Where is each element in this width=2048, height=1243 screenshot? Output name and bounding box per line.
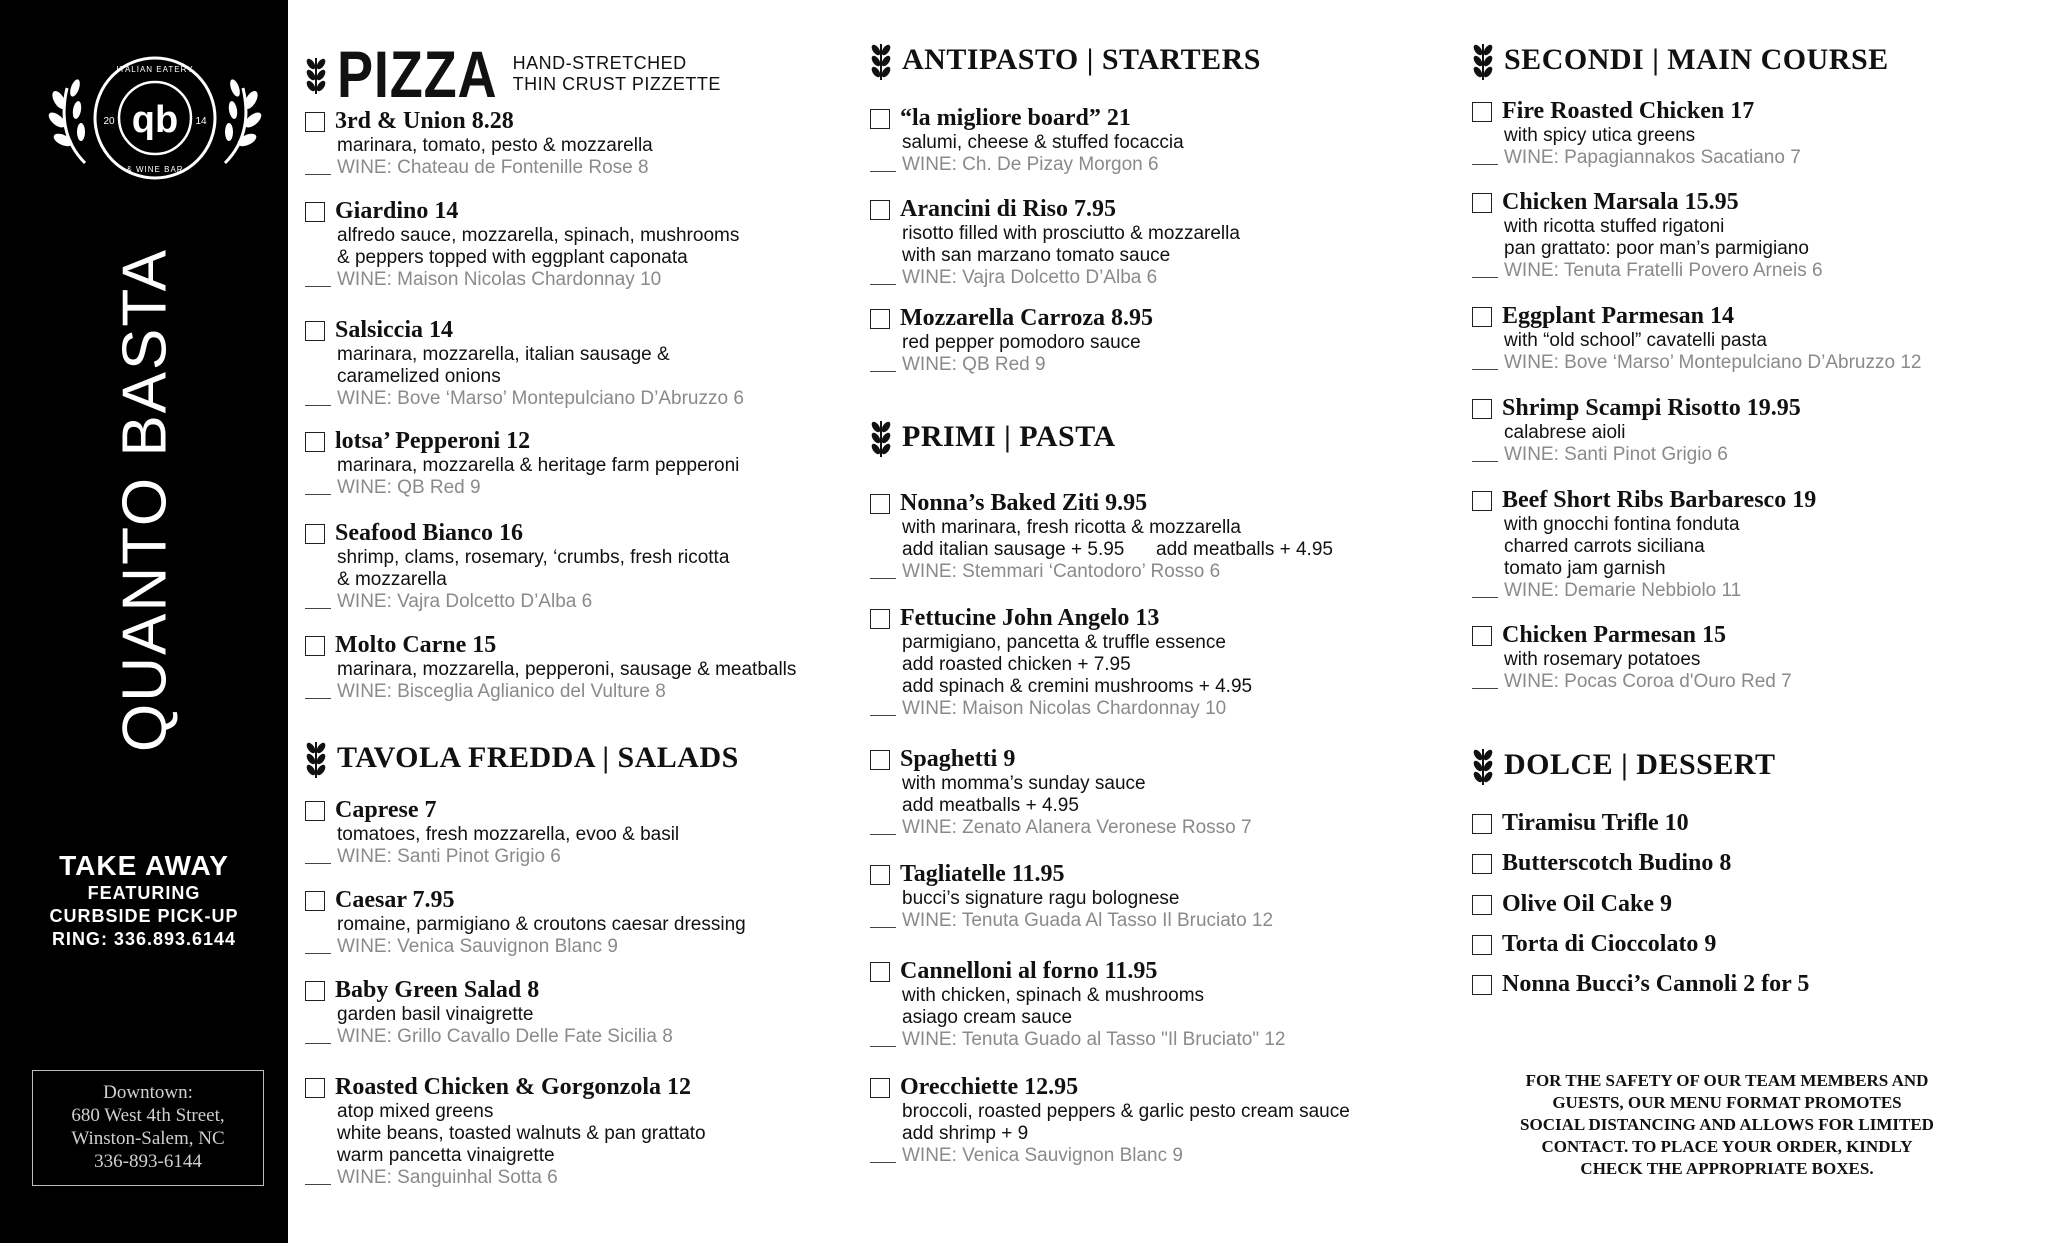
antipasto-header	[870, 40, 1261, 80]
menu-item-description: add shrimp + 9	[902, 1123, 1029, 1144]
menu-item-description: romaine, parmigiano & croutons caesar dressing	[337, 914, 746, 935]
menu-item-description: with “old school” cavatelli pasta	[1504, 330, 1767, 351]
menu-item-description: with momma’s sunday sauce	[902, 773, 1146, 794]
wine-pairing	[1472, 352, 2042, 374]
order-checkbox[interactable]	[870, 109, 890, 129]
order-checkbox[interactable]	[305, 524, 325, 544]
wine-pairing	[305, 591, 875, 613]
menu-item	[1472, 98, 2042, 169]
menu-item	[1472, 971, 2042, 998]
brand-name: QUANTO BASTA	[110, 247, 180, 753]
menu-item	[305, 632, 875, 703]
menu-item-description: calabrese aioli	[1504, 422, 1626, 443]
wine-order-line[interactable]	[305, 953, 331, 954]
wine-order-line[interactable]	[305, 698, 331, 699]
wine-pairing	[305, 681, 875, 703]
menu-item-name: Tagliatelle 11.95	[900, 861, 1065, 887]
menu-item-header	[870, 196, 1455, 223]
menu-item-description: broccoli, roasted peppers & garlic pesto cream sauce	[902, 1101, 1350, 1122]
wine-order-line[interactable]	[1472, 597, 1498, 598]
menu-item-description: warm pancetta vinaigrette	[337, 1145, 555, 1166]
menu-item	[1472, 810, 2042, 837]
wine-pairing-text: WINE: Bove ‘Marso’ Montepulciano D’Abruzzo 12	[1504, 352, 1922, 373]
menu-item-description: atop mixed greens	[337, 1101, 494, 1122]
wine-pairing	[305, 846, 875, 868]
right-laurel-icon	[225, 78, 264, 163]
menu-item-header	[1472, 891, 2042, 918]
order-checkbox[interactable]	[305, 891, 325, 911]
menu-item	[1472, 487, 2042, 602]
order-checkbox[interactable]	[305, 432, 325, 452]
menu-item-header	[1472, 971, 2042, 998]
wine-order-line[interactable]	[1472, 688, 1498, 689]
order-checkbox[interactable]	[870, 962, 890, 982]
menu-item-header	[305, 428, 875, 455]
secondi-header	[1472, 40, 1889, 80]
menu-item-name: Seafood Bianco 16	[335, 520, 524, 546]
menu-item	[305, 887, 875, 958]
menu-item	[1472, 303, 2042, 374]
wine-pairing	[305, 388, 875, 410]
menu-item-header	[305, 317, 875, 344]
order-checkbox[interactable]	[1472, 975, 1492, 995]
order-checkbox[interactable]	[1472, 307, 1492, 327]
menu-item-description: marinara, mozzarella & heritage farm pepperoni	[337, 455, 740, 476]
wine-pairing-text: WINE: QB Red 9	[337, 477, 481, 498]
sidebar-panel	[0, 0, 288, 1243]
wine-pairing-text: WINE: Tenuta Guada Al Tasso Il Bruciato 12	[902, 910, 1274, 931]
menu-item-name: 3rd & Union 8.28	[335, 108, 514, 134]
menu-item-header	[1472, 189, 2042, 216]
wine-pairing	[305, 157, 875, 179]
wine-order-line[interactable]	[870, 578, 896, 579]
menu-item-description: tomato jam garnish	[1504, 558, 1666, 579]
order-checkbox[interactable]	[870, 609, 890, 629]
wine-pairing-text: WINE: Chateau de Fontenille Rose 8	[337, 157, 649, 178]
menu-item-name: Beef Short Ribs Barbaresco 19	[1502, 487, 1817, 513]
order-checkbox[interactable]	[870, 309, 890, 329]
wine-pairing	[305, 269, 875, 291]
wine-pairing-text: WINE: Venica Sauvignon Blanc 9	[902, 1145, 1183, 1166]
order-checkbox[interactable]	[1472, 491, 1492, 511]
menu-item-name: Mozzarella Carroza 8.95	[900, 305, 1154, 331]
wine-pairing-text: WINE: Bisceglia Aglianico del Vulture 8	[337, 681, 666, 702]
menu-item	[1472, 931, 2042, 958]
menu-item-header	[305, 887, 875, 914]
menu-item-header	[870, 490, 1455, 517]
menu-item	[1472, 850, 2042, 877]
menu-item-name: Fettucine John Angelo 13	[900, 605, 1160, 631]
wine-pairing	[305, 1167, 875, 1189]
menu-item	[870, 605, 1455, 720]
pizza-subtitle: HAND-STRETCHED THIN CRUST PIZZETTE	[512, 53, 721, 94]
order-checkbox[interactable]	[1472, 854, 1492, 874]
menu-item	[1472, 189, 2042, 282]
menu-item	[305, 520, 875, 613]
menu-item-description: garden basil vinaigrette	[337, 1004, 534, 1025]
wine-pairing	[1472, 147, 2042, 169]
wine-pairing	[305, 477, 875, 499]
wine-pairing-text: WINE: Vajra Dolcetto D’Alba 6	[902, 267, 1158, 288]
menu-item	[870, 861, 1455, 932]
menu-item-description: add meatballs + 4.95	[902, 795, 1079, 816]
pizza-header	[305, 36, 721, 112]
wine-order-line[interactable]	[870, 1046, 896, 1047]
menu-item-header	[305, 520, 875, 547]
wine-pairing-text: WINE: Pocas Coroa d'Ouro Red 7	[1504, 671, 1792, 692]
menu-item-header	[305, 108, 875, 135]
menu-item	[1472, 395, 2042, 466]
section-title-dolce: DOLCE | DESSERT	[1504, 748, 1776, 781]
left-laurel-icon	[46, 78, 85, 163]
svg-text:20: 20	[103, 116, 115, 127]
wine-order-line[interactable]	[870, 284, 896, 285]
wine-pairing	[870, 910, 1455, 932]
wine-order-line[interactable]	[305, 174, 331, 175]
menu-item-description: & mozzarella	[337, 569, 447, 590]
wine-pairing-text: WINE: Grillo Cavallo Delle Fate Sicilia 8	[337, 1026, 673, 1047]
menu-item-header	[305, 198, 875, 225]
safety-notice: FOR THE SAFETY OF OUR TEAM MEMBERS AND GUESTS, OUR MENU FORMAT PROMOTES SOCIAL DISTANCING AND ALLOWS FOR LIMITED CONTACT. TO PLACE YOUR ORDER, KINDLY CHECK THE APPROPRIATE BOXES.	[1520, 1071, 1934, 1178]
menu-item-description: & peppers topped with eggplant caponata	[337, 247, 688, 268]
wine-order-line[interactable]	[305, 863, 331, 864]
menu-item-name: Eggplant Parmesan 14	[1502, 303, 1735, 329]
menu-item	[305, 1074, 875, 1189]
order-checkbox[interactable]	[305, 636, 325, 656]
menu-item	[870, 490, 1455, 583]
menu-item-name: Tiramisu Trifle 10	[1502, 810, 1689, 836]
menu-item-description: with marinara, fresh ricotta & mozzarella	[902, 517, 1241, 538]
menu-item-name: Nonna’s Baked Ziti 9.95	[900, 490, 1148, 516]
wine-pairing	[870, 354, 1455, 376]
order-checkbox[interactable]	[305, 801, 325, 821]
menu-item-header	[305, 632, 875, 659]
menu-item-name: Shrimp Scampi Risotto 19.95	[1502, 395, 1801, 421]
menu-item-name: Roasted Chicken & Gorgonzola 12	[335, 1074, 691, 1100]
wine-pairing-text: WINE: Tenuta Fratelli Povero Arneis 6	[1504, 260, 1823, 281]
order-checkbox[interactable]	[1472, 895, 1492, 915]
order-checkbox[interactable]	[305, 981, 325, 1001]
wine-order-line[interactable]	[1472, 164, 1498, 165]
menu-item-name: Butterscotch Budino 8	[1502, 850, 1732, 876]
menu-item-name: Baby Green Salad 8	[335, 977, 540, 1003]
menu-item-description: pan grattato: poor man’s parmigiano	[1504, 238, 1809, 259]
primi-header	[870, 417, 1116, 457]
order-checkbox[interactable]	[870, 865, 890, 885]
wine-pairing	[870, 561, 1455, 583]
wine-order-line[interactable]	[1472, 461, 1498, 462]
wine-pairing-text: WINE: Maison Nicolas Chardonnay 10	[902, 698, 1227, 719]
menu-item-description: with ricotta stuffed rigatoni	[1504, 216, 1725, 237]
address-box: Downtown: 680 West 4th Street, Winston-Salem, NC 336-893-6144	[32, 1070, 264, 1186]
wine-order-line[interactable]	[870, 371, 896, 372]
menu-item-description: add roasted chicken + 7.95	[902, 654, 1131, 675]
wine-order-line[interactable]	[305, 608, 331, 609]
menu-item-name: Fire Roasted Chicken 17	[1502, 98, 1755, 124]
menu-item	[870, 1074, 1455, 1167]
menu-item-name: Chicken Parmesan 15	[1502, 622, 1726, 648]
wine-pairing-text: WINE: Stemmari ‘Cantodoro’ Rosso 6	[902, 561, 1221, 582]
section-title-secondi: SECONDI | MAIN COURSE	[1504, 43, 1889, 76]
menu-item-description: bucci’s signature ragu bolognese	[902, 888, 1180, 909]
wine-order-line[interactable]	[870, 927, 896, 928]
menu-item-description: red pepper pomodoro sauce	[902, 332, 1141, 353]
menu-item-name: Caesar 7.95	[335, 887, 455, 913]
wine-pairing-text: WINE: Santi Pinot Grigio 6	[1504, 444, 1728, 465]
section-title-primi: PRIMI | PASTA	[902, 420, 1116, 453]
menu-item	[1472, 891, 2042, 918]
menu-item-description: with chicken, spinach & mushrooms	[902, 985, 1205, 1006]
menu-item-name: Orecchiette 12.95	[900, 1074, 1079, 1100]
menu-item	[870, 105, 1455, 176]
menu-item-description: white beans, toasted walnuts & pan grattato	[337, 1123, 706, 1144]
menu-item-name: lotsa’ Pepperoni 12	[335, 428, 531, 454]
wine-order-line[interactable]	[870, 171, 896, 172]
wine-pairing-text: WINE: Venica Sauvignon Blanc 9	[337, 936, 618, 957]
wine-pairing	[870, 154, 1455, 176]
wine-pairing	[305, 936, 875, 958]
qb-logo	[45, 48, 265, 188]
dolce-header	[1472, 745, 1775, 785]
menu-item	[870, 958, 1455, 1051]
order-checkbox[interactable]	[870, 750, 890, 770]
menu-item-name: Olive Oil Cake 9	[1502, 891, 1672, 917]
menu-item-header	[1472, 931, 2042, 958]
menu-item	[305, 108, 875, 179]
menu-item-name: Spaghetti 9	[900, 746, 1016, 772]
order-checkbox[interactable]	[305, 202, 325, 222]
menu-item-description: marinara, tomato, pesto & mozzarella	[337, 135, 653, 156]
menu-item-description: asiago cream sauce	[902, 1007, 1073, 1028]
wine-pairing-text: WINE: QB Red 9	[902, 354, 1046, 375]
wine-order-line[interactable]	[870, 715, 896, 716]
menu-item-header	[305, 797, 875, 824]
sprig-icon	[870, 40, 892, 80]
wine-pairing-text: WINE: Zenato Alanera Veronese Rosso 7	[902, 817, 1252, 838]
menu-item-name: Arancini di Riso 7.95	[900, 196, 1117, 222]
order-checkbox[interactable]	[305, 112, 325, 132]
menu-item-description: with spicy utica greens	[1504, 125, 1696, 146]
menu-item	[305, 428, 875, 499]
wine-pairing	[870, 267, 1455, 289]
sprig-icon	[1472, 40, 1494, 80]
wine-pairing	[870, 817, 1455, 839]
wine-pairing	[870, 698, 1455, 720]
wine-order-line[interactable]	[870, 834, 896, 835]
menu-item-name: Salsiccia 14	[335, 317, 453, 343]
menu-item-header	[1472, 850, 2042, 877]
sprig-icon	[1472, 745, 1494, 785]
wine-order-line[interactable]	[1472, 369, 1498, 370]
menu-item-header	[1472, 98, 2042, 125]
wine-pairing	[1472, 671, 2042, 693]
menu-item-name: Cannelloni al forno 11.95	[900, 958, 1158, 984]
wine-pairing-text: WINE: Demarie Nebbiolo 11	[1504, 580, 1742, 601]
wine-pairing	[1472, 260, 2042, 282]
menu-item-name: Chicken Marsala 15.95	[1502, 189, 1739, 215]
section-title-pizza: PIZZA	[337, 37, 498, 111]
menu-item-description: tomatoes, fresh mozzarella, evoo & basil	[337, 824, 680, 845]
order-checkbox[interactable]	[1472, 814, 1492, 834]
menu-item-header	[1472, 395, 2042, 422]
wine-pairing-text: WINE: Vajra Dolcetto D’Alba 6	[337, 591, 593, 612]
menu-item-name: Caprese 7	[335, 797, 437, 823]
wine-pairing-text: WINE: Tenuta Guado al Tasso "Il Bruciato" 12	[902, 1029, 1286, 1050]
menu-item-description: add italian sausage + 5.95 add meatballs + 4.95	[902, 539, 1333, 560]
logo-initials: qb	[131, 99, 179, 141]
takeaway-title: TAKE AWAY	[59, 850, 229, 881]
menu-item-description: with gnocchi fontina fonduta	[1504, 514, 1740, 535]
menu-item-description: add spinach & cremini mushrooms + 4.95	[902, 676, 1253, 697]
takeaway-phone: RING: 336.893.6144	[51, 929, 237, 949]
menu-item-description: marinara, mozzarella, pepperoni, sausage & meatballs	[337, 659, 797, 680]
menu-item-description: marinara, mozzarella, italian sausage &	[337, 344, 670, 365]
order-checkbox[interactable]	[1472, 193, 1492, 213]
takeaway-info: TAKE AWAY FEATURING CURBSIDE PICK-UP RING: 336.893.6144	[0, 850, 288, 951]
menu-item-name: Torta di Cioccolato 9	[1502, 931, 1717, 957]
wine-pairing	[1472, 580, 2042, 602]
order-checkbox[interactable]	[305, 321, 325, 341]
wine-pairing	[870, 1029, 1455, 1051]
wine-pairing-text: WINE: Bove ‘Marso’ Montepulciano D’Abruzzo 6	[337, 388, 744, 409]
menu-item-description: charred carrots siciliana	[1504, 536, 1705, 557]
svg-text:14: 14	[195, 116, 207, 127]
wine-pairing-text: WINE: Ch. De Pizay Morgon 6	[902, 154, 1159, 175]
wine-order-line[interactable]	[305, 1043, 331, 1044]
section-title-salads: TAVOLA FREDDA | SALADS	[337, 741, 739, 774]
salads-header	[305, 738, 739, 778]
order-checkbox[interactable]	[1472, 935, 1492, 955]
menu-item-description: shrimp, clams, rosemary, ‘crumbs, fresh ricotta	[337, 547, 730, 568]
menu-item	[1472, 622, 2042, 693]
menu-item-header	[1472, 810, 2042, 837]
menu-item-header	[305, 977, 875, 1004]
wine-order-line[interactable]	[870, 1162, 896, 1163]
menu-item-description: salumi, cheese & stuffed focaccia	[902, 132, 1184, 153]
menu-item-header	[870, 1074, 1455, 1101]
menu-item-header	[870, 746, 1455, 773]
order-checkbox[interactable]	[1472, 399, 1492, 419]
wine-pairing-text: WINE: Papagiannakos Sacatiano 7	[1504, 147, 1801, 168]
menu-item	[305, 977, 875, 1048]
sprig-icon	[305, 54, 327, 94]
menu-item-name: Molto Carne 15	[335, 632, 497, 658]
menu-item	[870, 305, 1455, 376]
menu-item-description: caramelized onions	[337, 366, 501, 387]
menu-item-header	[1472, 303, 2042, 330]
wine-order-line[interactable]	[305, 1184, 331, 1185]
menu-item-description: alfredo sauce, mozzarella, spinach, mushrooms	[337, 225, 740, 246]
menu-item-description: with rosemary potatoes	[1504, 649, 1701, 670]
wine-order-line[interactable]	[305, 405, 331, 406]
menu-item-name: Giardino 14	[335, 198, 459, 224]
menu-item-header	[1472, 487, 2042, 514]
wine-pairing	[1472, 444, 2042, 466]
wine-order-line[interactable]	[305, 286, 331, 287]
menu-item-description: risotto filled with prosciutto & mozzarella	[902, 223, 1240, 244]
menu-item-header	[870, 105, 1455, 132]
menu-item	[305, 317, 875, 410]
menu-item-name: “la migliore board” 21	[900, 105, 1131, 131]
section-title-antipasto: ANTIPASTO | STARTERS	[902, 43, 1261, 76]
menu-item-header	[305, 1074, 875, 1101]
svg-text:ITALIAN EATERY: ITALIAN EATERY	[116, 65, 194, 74]
wine-pairing	[305, 1026, 875, 1048]
wine-order-line[interactable]	[305, 494, 331, 495]
sprig-icon	[870, 417, 892, 457]
menu-item	[870, 746, 1455, 839]
order-checkbox[interactable]	[870, 494, 890, 514]
menu-item	[305, 797, 875, 868]
wine-pairing	[870, 1145, 1455, 1167]
order-checkbox[interactable]	[1472, 102, 1492, 122]
wine-pairing-text: WINE: Sanguinhal Sotta 6	[337, 1167, 558, 1188]
menu-item-name: Nonna Bucci’s Cannoli 2 for 5	[1502, 971, 1810, 997]
menu-item	[870, 196, 1455, 289]
order-checkbox[interactable]	[870, 200, 890, 220]
wine-pairing-text: WINE: Maison Nicolas Chardonnay 10	[337, 269, 662, 290]
menu-item-description: with san marzano tomato sauce	[902, 245, 1171, 266]
order-checkbox[interactable]	[1472, 626, 1492, 646]
menu-item-header	[1472, 622, 2042, 649]
sprig-icon	[305, 738, 327, 778]
menu-item-header	[870, 605, 1455, 632]
menu-item-header	[870, 305, 1455, 332]
wine-pairing-text: WINE: Santi Pinot Grigio 6	[337, 846, 561, 867]
menu-item	[305, 198, 875, 291]
menu-item-header	[870, 958, 1455, 985]
wine-order-line[interactable]	[1472, 277, 1498, 278]
svg-text:& WINE BAR: & WINE BAR	[126, 165, 184, 174]
menu-item-header	[870, 861, 1455, 888]
order-checkbox[interactable]	[305, 1078, 325, 1098]
menu-item-description: parmigiano, pancetta & truffle essence	[902, 632, 1226, 653]
order-checkbox[interactable]	[870, 1078, 890, 1098]
